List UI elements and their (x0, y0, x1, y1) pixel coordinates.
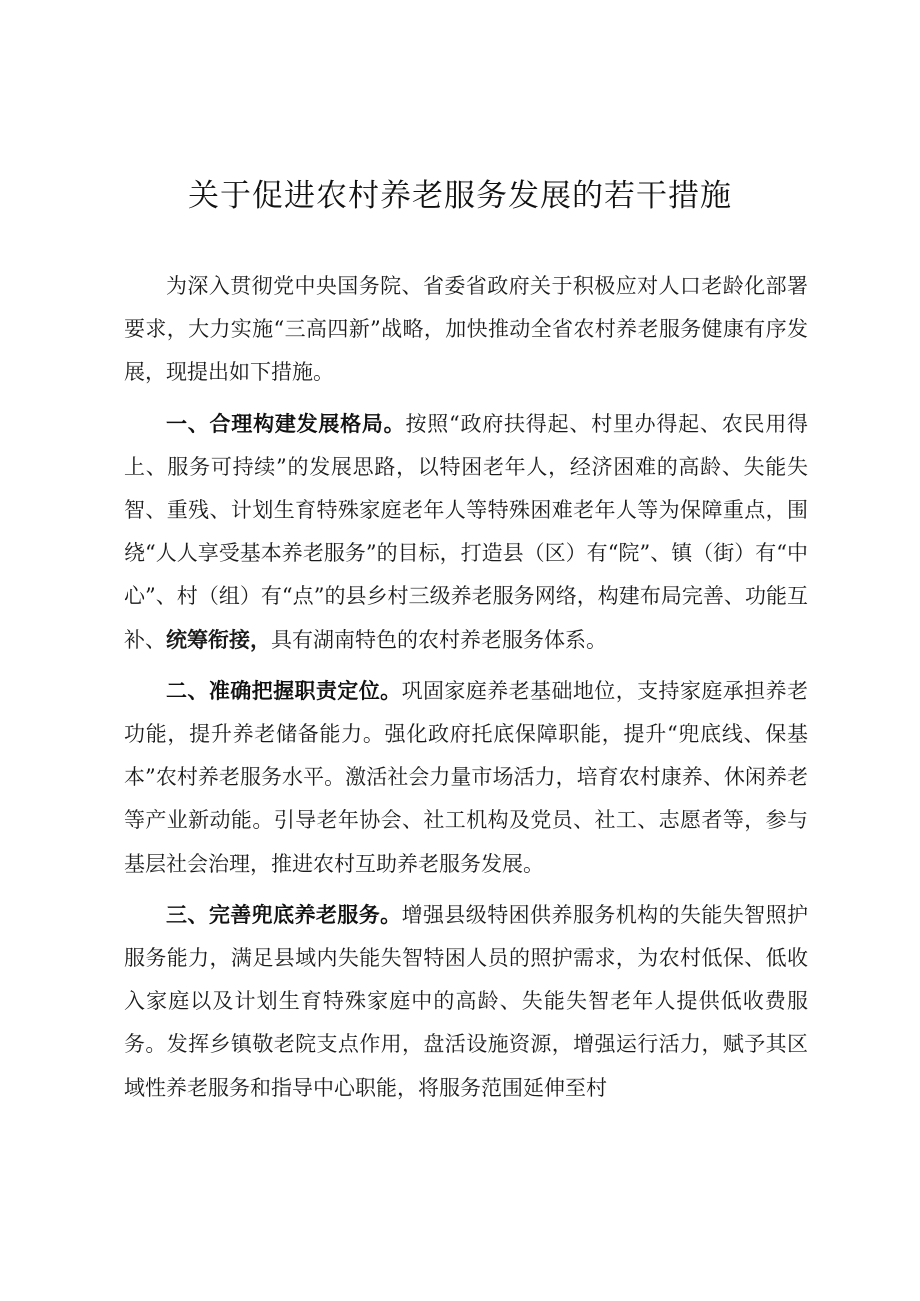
section-1-heading: 一、合理构建发展格局。 (166, 411, 406, 436)
intro-paragraph: 为深入贯彻党中央国务院、省委省政府关于积极应对人口老龄化部署要求，大力实施“三高四新”战略，加快推动全省农村养老服务健康有序发展，现提出如下措施。 (124, 274, 808, 385)
section-2-paragraph (124, 670, 808, 886)
document-title: 关于促进农村养老服务发展的若干措施 (188, 178, 732, 214)
section-1-emphasis: 统筹衔接， (166, 627, 271, 652)
document-body (124, 265, 808, 1110)
section-2-heading: 二、准确把握职责定位。 (166, 678, 402, 703)
section-3-heading: 三、完善兜底养老服务。 (166, 902, 402, 927)
section-1-paragraph (124, 403, 808, 662)
section-1-text-a: 按照“政府扶得起、村里办得起、农民用得上、服务可持续”的发展思路，以特困老年人，经济困难的高龄、失能失智、重残、计划生育特殊家庭老年人等特殊困难老年人等为保障重点，围绕“人人享受基本养老服务”的目标，打造县（区）有“院”、镇（街）有“中心”、村（组）有“点”的县乡村三级养老服务网络，构建布局完善、功能互补、 (124, 411, 809, 652)
section-1-text-b: 具有湖南特色的农村养老服务体系。 (271, 627, 607, 652)
section-3-text: 增强县级特困供养服务机构的失能失智照护服务能力，满足县域内失能失智特困人员的照护需求，为农村低保、低收入家庭以及计划生育特殊家庭中的高龄、失能失智老年人提供低收费服务。发挥乡镇敬老院支点作用，盘活设施资源，增强运行活力，赋予其区域性养老服务和指导中心职能，将服务范围延伸至村 (124, 902, 809, 1100)
section-2-text: 巩固家庭养老基础地位，支持家庭承担养老功能，提升养老储备能力。强化政府托底保障职能，提升“兜底线、保基本”农村养老服务水平。激活社会力量市场活力，培育农村康养、休闲养老等产业新动能。引导老年协会、社工机构及党员、社工、志愿者等，参与基层社会治理，推进农村互助养老服务发展。 (124, 678, 809, 876)
section-3-paragraph (124, 894, 808, 1110)
